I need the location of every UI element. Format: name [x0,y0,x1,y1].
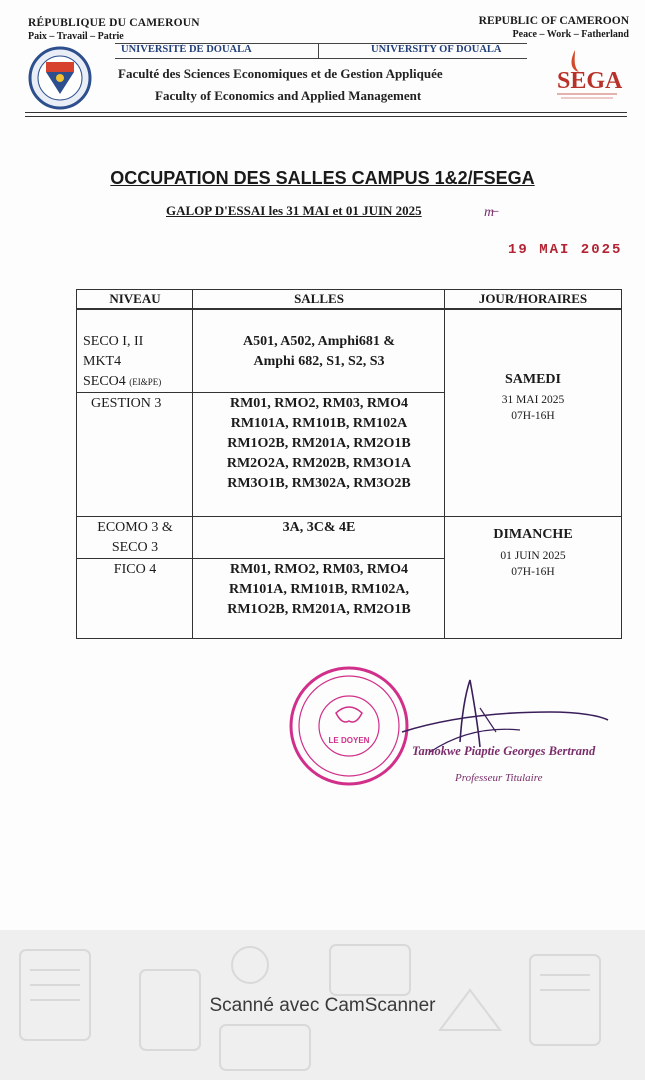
niveau-cell: SECO I, II [83,334,144,349]
row-divider [77,516,621,517]
day-hours: 07H-16H [511,566,555,578]
university-band [115,43,527,59]
salles-line: RM2O2A, RM202B, RM3O1A [226,456,412,471]
column-header-niveau: NIVEAU [109,291,161,306]
stamp-label: LE DOYEN [328,736,370,745]
salles-line: RM3O1B, RM302A, RM3O2B [227,476,411,491]
niveau-cell: FICO 4 [113,562,157,577]
salles-line: RM1O2B, RM201A, RM2O1B [227,602,411,617]
salles-cell [193,332,445,372]
day-saturday-info [445,392,621,424]
signer-name: Tamokwe Piaptie Georges Bertrand [412,744,596,758]
day-date: 31 MAI 2025 [501,394,565,406]
row-divider [193,558,445,559]
row-divider [77,392,193,393]
header-rule [25,112,627,117]
faculty-fr: Faculté des Sciences Economiques et de Gestion Appliquée [118,66,443,81]
rooms-table [76,289,622,639]
row-divider [77,558,193,559]
salles-line: 3A, 3C& 4E [282,520,356,535]
fsega-logo-text: SEGA [557,68,623,94]
table-row [91,394,191,414]
salles-line: A501, A502, Amphi681 & [242,334,396,349]
day-sunday-info [445,548,621,580]
table-row [77,560,193,580]
republic-en: REPUBLIC OF CAMEROON [478,15,629,27]
niveau-cell: SECO 3 [111,540,159,555]
salles-cell [193,518,445,538]
salles-cell [193,394,445,494]
niveau-note: (EI&PE) [129,377,162,387]
motto-en: Peace – Work – Fatherland [512,29,629,40]
day-date: 01 JUIN 2025 [500,550,566,562]
salles-line: RM1O2B, RM201A, RM2O1B [227,436,411,451]
day-sunday: DIMANCHE [493,527,573,542]
motto-fr: Paix – Travail – Patrie [28,31,124,42]
column-header-salles: SALLES [294,291,344,306]
row-divider [193,392,445,393]
niveau-cell: ECOMO 3 & [97,520,173,535]
niveau-cell: GESTION 3 [91,396,162,411]
table-row [77,518,193,558]
day-hours: 07H-16H [511,410,555,422]
salles-line: Amphi 682, S1, S2, S3 [253,354,385,369]
handwritten-initials: m̶ [484,205,495,220]
salles-line: RM101A, RM101B, RM102A, [228,582,410,597]
signature-scribble [400,672,610,782]
fsega-logo [553,48,623,104]
salles-cell [193,560,445,620]
header-divider [77,308,621,310]
faculty-en: Faculty of Economics and Applied Management [155,88,422,103]
republic-fr: RÉPUBLIQUE DU CAMEROUN [28,17,200,29]
niveau-cell: SECO4 (EI&PE) [83,374,162,389]
university-fr: UNIVERSITÉ DE DOUALA [121,44,252,55]
salles-line: RM01, RMO2, RM03, RMO4 [229,396,409,411]
university-separator [318,44,319,58]
salles-line: RM101A, RM101B, RM102A [230,416,408,431]
day-saturday: SAMEDI [504,372,561,387]
signer-title: Professeur Titulaire [455,772,543,784]
page-subtitle: GALOP D'ESSAI les 31 MAI et 01 JUIN 2025 [166,203,422,218]
scanner-caption: Scanné avec CamScanner [209,995,436,1016]
official-stamp [286,663,412,789]
niveau-cell: MKT4 [83,354,122,369]
date-stamp: 19 MAI 2025 [508,242,623,258]
column-header-jour: JOUR/HORAIRES [478,291,588,306]
page-title: OCCUPATION DES SALLES CAMPUS 1&2/FSEGA [110,168,535,188]
salles-line: RM01, RMO2, RM03, RMO4 [229,562,409,577]
table-row [83,332,191,392]
university-en: UNIVERSITY OF DOUALA [371,44,502,55]
university-logo [28,46,92,110]
